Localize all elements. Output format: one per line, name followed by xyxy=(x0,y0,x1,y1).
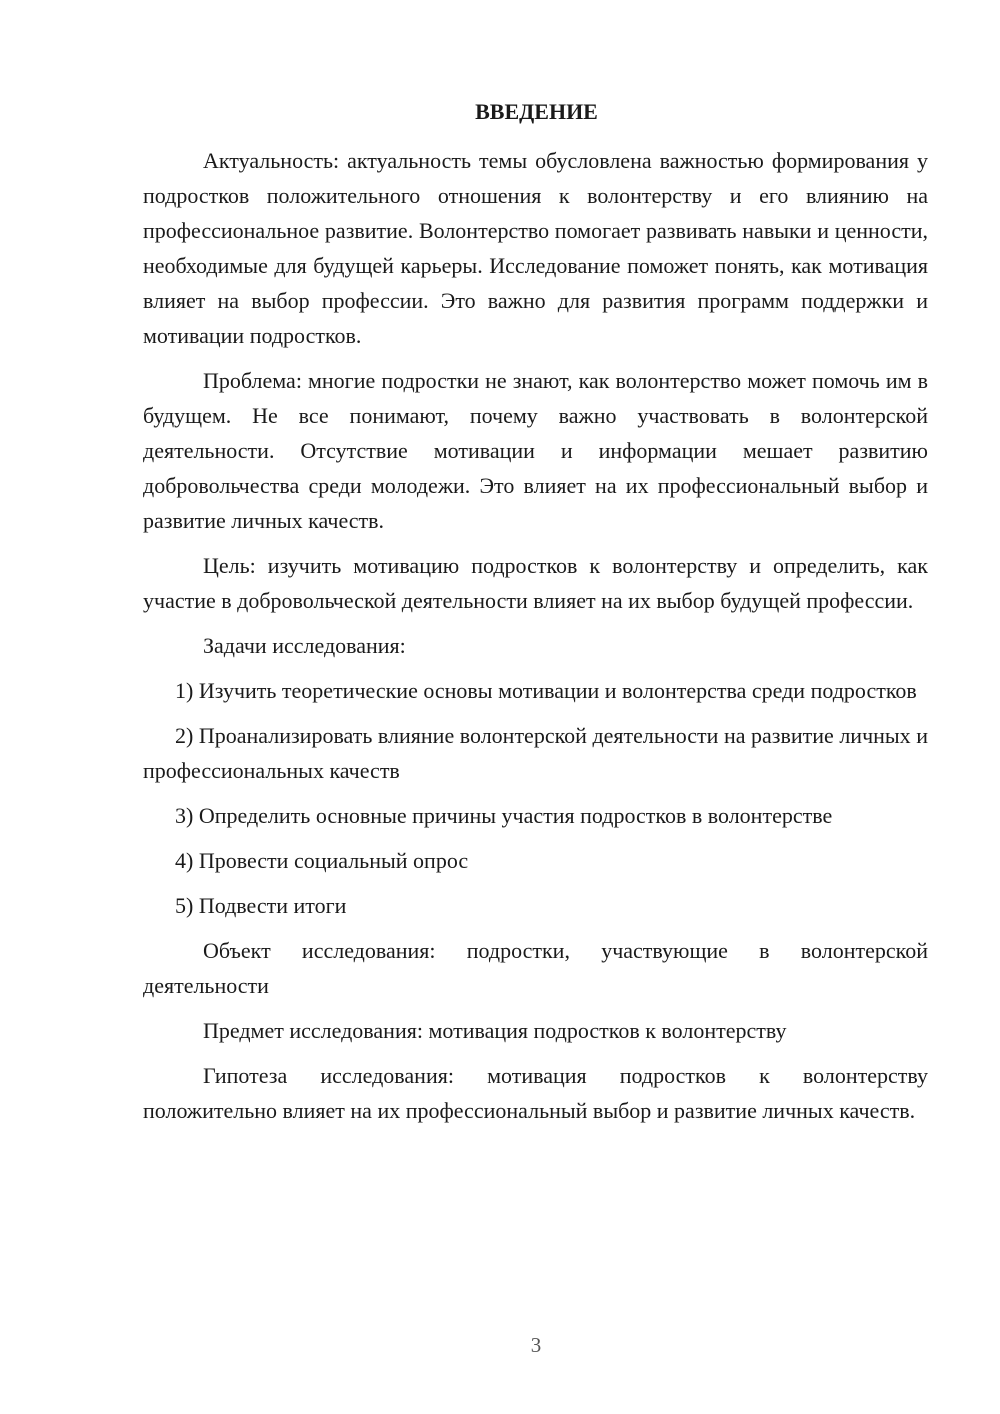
problem-paragraph: Проблема: многие подростки не знают, как волонтерство может помочь им в будущем. Не все понимают, почему важно участвовать в волонтерской деятельности. Отсутствие мотивации и информации мешает развитию добровольчества среди молодежи. Это влияет на их профессиональный выбор и развитие личных качеств. xyxy=(143,368,928,533)
task-item-5: 5) Подвести итоги xyxy=(175,893,347,918)
task-item-1: 1) Изучить теоретические основы мотивации и волонтерства среди подростков xyxy=(175,678,917,703)
task-item-3: 3) Определить основные причины участия подростков в волонтерстве xyxy=(175,803,833,828)
object-paragraph: Объект исследования: подростки, участвующие в волонтерской деятельности xyxy=(143,938,928,998)
hypothesis-paragraph: Гипотеза исследования: мотивация подростков к волонтерству положительно влияет на их профессиональный выбор и развитие личных качеств. xyxy=(143,1063,928,1123)
goal-paragraph: Цель: изучить мотивацию подростков к волонтерству и определить, как участие в добровольческой деятельности влияет на их выбор будущей профессии. xyxy=(143,553,928,613)
task-item-4: 4) Провести социальный опрос xyxy=(175,848,469,873)
subject-paragraph: Предмет исследования: мотивация подростков к волонтерству xyxy=(203,1018,787,1043)
page-number: 3 xyxy=(530,1333,542,1357)
task-item-2: 2) Проанализировать влияние волонтерской деятельности на развитие личных и профессиональных качеств xyxy=(143,723,928,783)
page-title: ВВЕДЕНИЕ xyxy=(475,99,598,124)
tasks-heading: Задачи исследования: xyxy=(203,633,406,658)
relevance-paragraph: Актуальность: актуальность темы обусловлена важностью формирования у подростков положительного отношения к волонтерству и его влиянию на профессиональное развитие. Волонтерство помогает развивать навыки и ценности, необходимые для будущей карьеры. Исследование поможет понять, как мотивация влияет на выбор профессии. Это важно для развития программ поддержки и мотивации подростков. xyxy=(143,148,928,348)
document-page xyxy=(143,94,928,1138)
